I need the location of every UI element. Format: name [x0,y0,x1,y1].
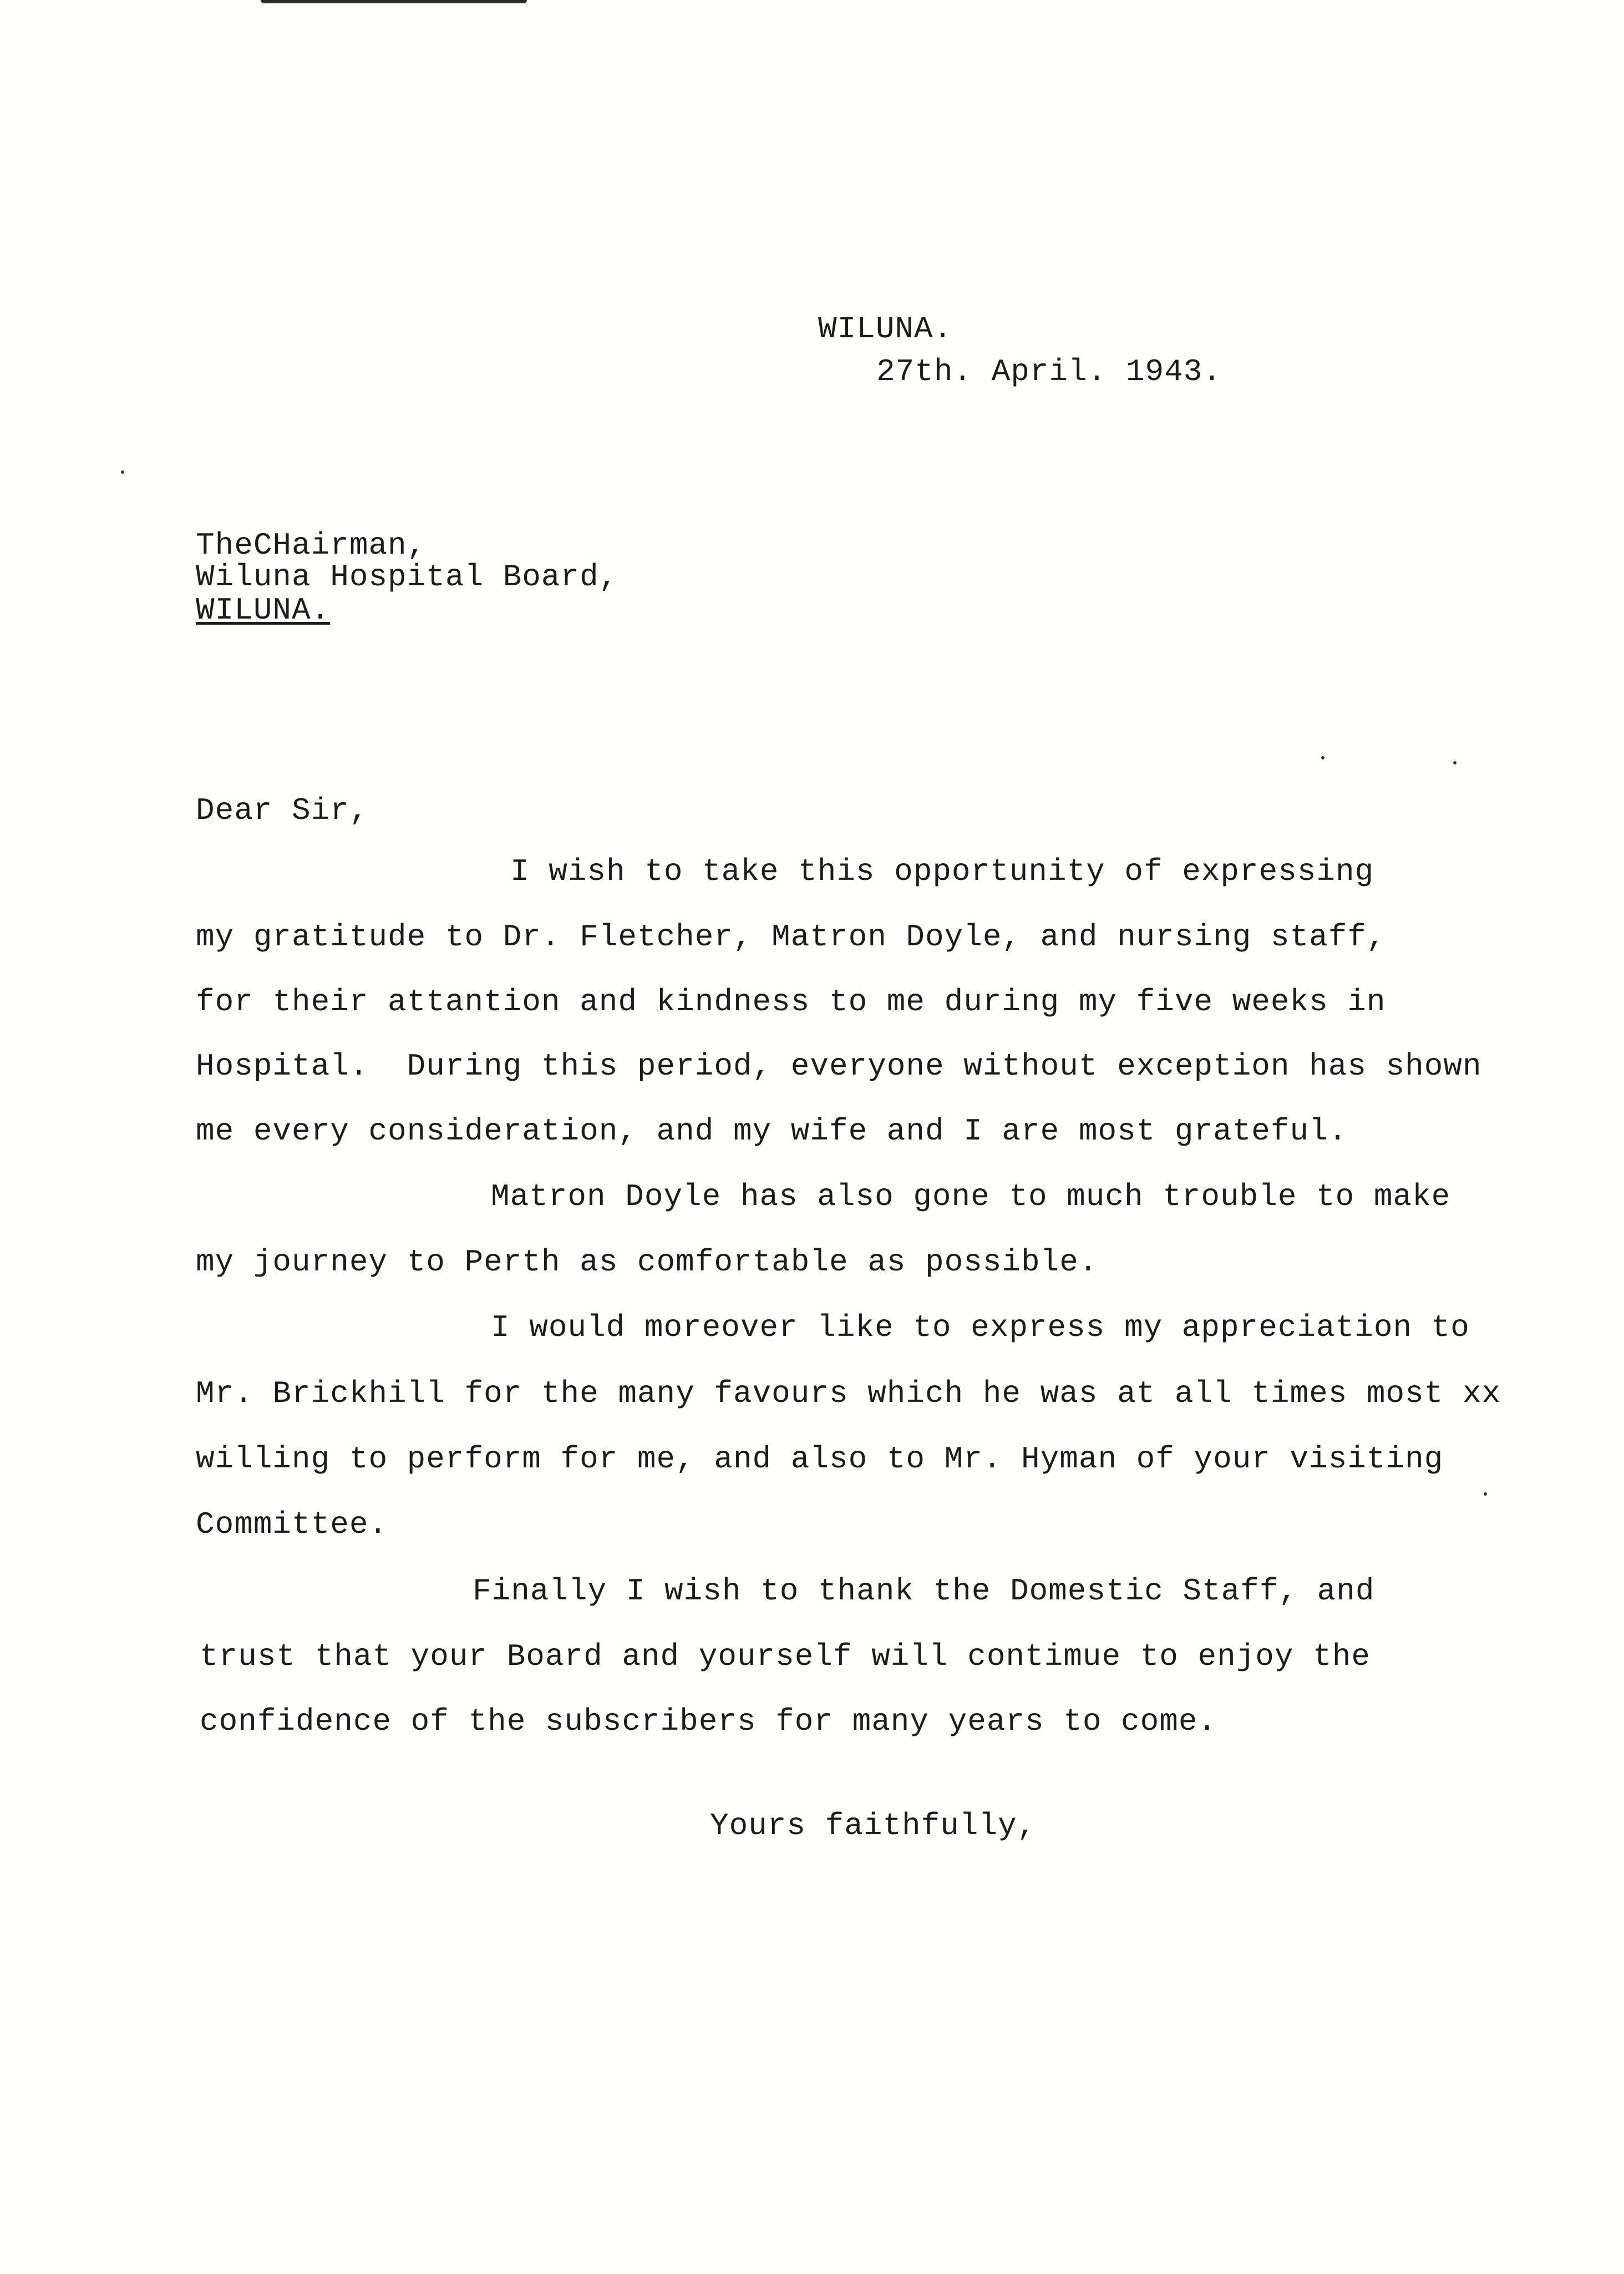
paper-speck [1453,761,1456,764]
paper-speck [121,470,124,474]
paper-speck [1484,1492,1487,1496]
recipient-line-3: WILUNA. [196,592,331,628]
page-edge-mark [261,0,527,3]
paragraph-2-line-2: my journey to Perth as comfortable as possible. [196,1244,1098,1280]
paragraph-3-line-3: willing to perform for me, and also to Mr. Hyman of your visiting [196,1441,1444,1477]
paragraph-1-line-4: Hospital. During this period, everyone without exception has shown [196,1049,1482,1084]
paragraph-4-line-3: confidence of the subscribers for many years to come. [200,1704,1217,1739]
letter-place: WILUNA. [818,311,953,347]
recipient-line-1: TheCHairman, [196,528,427,563]
paragraph-4-line-2: trust that your Board and yourself will contimue to enjoy the [200,1639,1371,1674]
paragraph-1-line-2: my gratitude to Dr. Fletcher, Matron Doyle, and nursing staff, [196,919,1386,955]
paragraph-1-line-1: I wish to take this opportunity of expressing [510,854,1374,889]
paragraph-4-line-1: Finally I wish to thank the Domestic Staff, and [473,1573,1375,1609]
paragraph-1-line-5: me every consideration, and my wife and I are most grateful. [196,1113,1348,1149]
paragraph-3-line-1: I would moreover like to express my appreciation to [491,1310,1470,1345]
recipient-line-2: Wiluna Hospital Board, [196,559,618,595]
paragraph-2-line-1: Matron Doyle has also gone to much trouble to make [491,1179,1451,1214]
paragraph-3-line-2: Mr. Brickhill for the many favours which he was at all times most xx [196,1376,1501,1411]
paragraph-1-line-3: for their attantion and kindness to me during my five weeks in [196,984,1386,1020]
paragraph-3-line-4: Committee. [196,1507,388,1542]
closing: Yours faithfully, [710,1808,1037,1843]
salutation: Dear Sir, [196,793,369,828]
letter-date: 27th. April. 1943. [876,354,1222,389]
paper-speck [1321,756,1324,759]
